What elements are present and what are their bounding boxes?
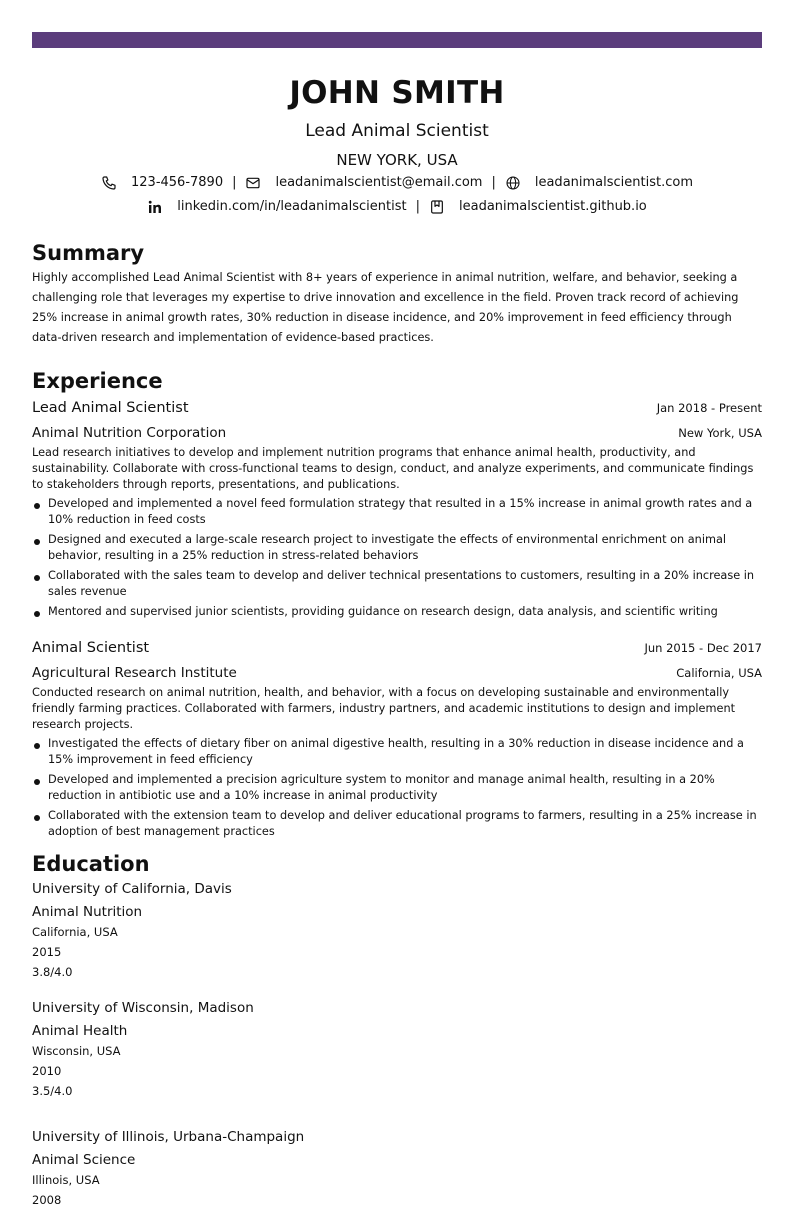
achievement-item: Developed and implemented a precision agriculture system to monitor and manage animal health, resulting in a 20% reduction in antibiotic use and a 10% increase in animal productivity xyxy=(32,772,762,804)
gpa: 3.5/4.0 xyxy=(32,1084,73,1098)
achievement-item: Mentored and supervised junior scientists, providing guidance on research design, data analysis, and scientific writing xyxy=(32,604,762,620)
job-description: Lead research initiatives to develop and implement nutrition programs that enhance animal health, productivity, and sustainability. Collaborate with cross-functional teams to design, conduct, and analyze experiments, and communicate findings to stakeholders through reports, presentations, and publications. xyxy=(32,446,754,491)
education-entry xyxy=(32,1127,413,1210)
job-description: Conducted research on animal nutrition, health, and behavior, with a focus on developing sustainable and environmentally friendly farming practices. Collaborated with farmers, industry partners, and academic institutions to design and implement research projects. xyxy=(32,686,736,731)
graduation-year: 2015 xyxy=(32,945,62,959)
job-date: Jan 2018 - Present xyxy=(656,401,762,415)
phone-icon xyxy=(101,175,117,191)
school-location: Illinois, USA xyxy=(32,1173,100,1187)
summary-heading: Summary xyxy=(32,241,145,265)
experience-heading: Experience xyxy=(32,369,163,393)
achievement-item: Designed and executed a large-scale research project to investigate the effects of environmental enrichment on animal behavior, resulting in a 25% reduction in stress-related behaviors xyxy=(32,532,762,564)
linkedin-contact xyxy=(147,197,406,217)
email-contact xyxy=(245,173,482,193)
achievement-item: Developed and implemented a novel feed formulation strategy that resulted in a 15% increase in animal growth rates and a 10% reduction in feed costs xyxy=(32,496,762,528)
linkedin-icon xyxy=(147,199,163,215)
resume-header xyxy=(32,74,762,218)
github-link[interactable]: leadanimalscientist.github.io xyxy=(459,199,647,214)
contact-separator: | xyxy=(232,175,237,190)
school-location: Wisconsin, USA xyxy=(32,1044,121,1058)
school-name: University of Illinois, Urbana-Champaign xyxy=(32,1129,305,1145)
job-entry xyxy=(32,638,762,840)
bookmark-icon xyxy=(429,199,445,215)
school-name: University of California, Davis xyxy=(32,881,232,897)
accent-bar xyxy=(32,32,762,48)
degree-field: Animal Health xyxy=(32,1023,128,1039)
summary-text: Highly accomplished Lead Animal Scientist with 8+ years of experience in animal nutrition, welfare, and behavior, seeking a challenging role that leverages my expertise to drive innovation and excellence in the field. Proven track record of achieving 25% increase in animal growth rates, 30% reduction in disease incidence, and 20% improvement in feed efficiency through data-driven research and implementation of evidence-based practices. xyxy=(32,271,739,344)
website-contact xyxy=(505,173,693,193)
graduation-year: 2008 xyxy=(32,1193,62,1207)
globe-icon xyxy=(505,175,521,191)
candidate-title: Lead Animal Scientist xyxy=(305,121,489,141)
achievement-item: Investigated the effects of dietary fiber on animal digestive health, resulting in a 30% reduction in disease incidence and a 15% improvement in feed efficiency xyxy=(32,736,762,768)
contact-row-2 xyxy=(32,196,762,218)
candidate-location: NEW YORK, USA xyxy=(336,151,458,169)
github-contact xyxy=(429,197,647,217)
education-section xyxy=(32,851,762,1226)
phone-text[interactable]: 123-456-7890 xyxy=(131,175,224,190)
summary-section xyxy=(32,240,762,348)
degree-field: Animal Science xyxy=(32,1152,136,1168)
job-location: New York, USA xyxy=(678,426,762,440)
email-icon xyxy=(245,175,261,191)
job-achievements xyxy=(32,496,762,620)
email-link[interactable]: leadanimalscientist@email.com xyxy=(275,175,483,190)
school-name: University of Wisconsin, Madison xyxy=(32,1000,254,1016)
education-heading: Education xyxy=(32,852,150,876)
achievement-item: Collaborated with the extension team to develop and deliver educational programs to farmers, resulting in a 25% increase in adoption of best management practices xyxy=(32,808,762,840)
job-achievements xyxy=(32,736,762,840)
contact-row-1 xyxy=(32,172,762,194)
graduation-year: 2010 xyxy=(32,1064,62,1078)
achievement-item: Collaborated with the sales team to develop and deliver technical presentations to customers, resulting in a 20% increase in sales revenue xyxy=(32,568,762,600)
school-location: California, USA xyxy=(32,925,118,939)
website-link[interactable]: leadanimalscientist.com xyxy=(534,175,693,190)
contact-separator: | xyxy=(491,175,496,190)
education-entry xyxy=(32,879,413,982)
gpa: 3.8/4.0 xyxy=(32,965,73,979)
education-grid xyxy=(32,879,762,1226)
candidate-name: JOHN SMITH xyxy=(289,75,505,111)
job-location: California, USA xyxy=(676,666,762,680)
job-title: Animal Scientist xyxy=(32,640,150,656)
linkedin-link[interactable]: linkedin.com/in/leadanimalscientist xyxy=(177,199,407,214)
job-company: Agricultural Research Institute xyxy=(32,665,237,681)
phone-contact xyxy=(101,173,223,193)
education-entry xyxy=(32,998,413,1101)
job-entry xyxy=(32,398,762,620)
job-company: Animal Nutrition Corporation xyxy=(32,425,227,441)
contact-separator: | xyxy=(415,199,420,214)
job-date: Jun 2015 - Dec 2017 xyxy=(644,641,762,655)
experience-section xyxy=(32,368,762,844)
degree-field: Animal Nutrition xyxy=(32,904,143,920)
job-title: Lead Animal Scientist xyxy=(32,400,189,416)
